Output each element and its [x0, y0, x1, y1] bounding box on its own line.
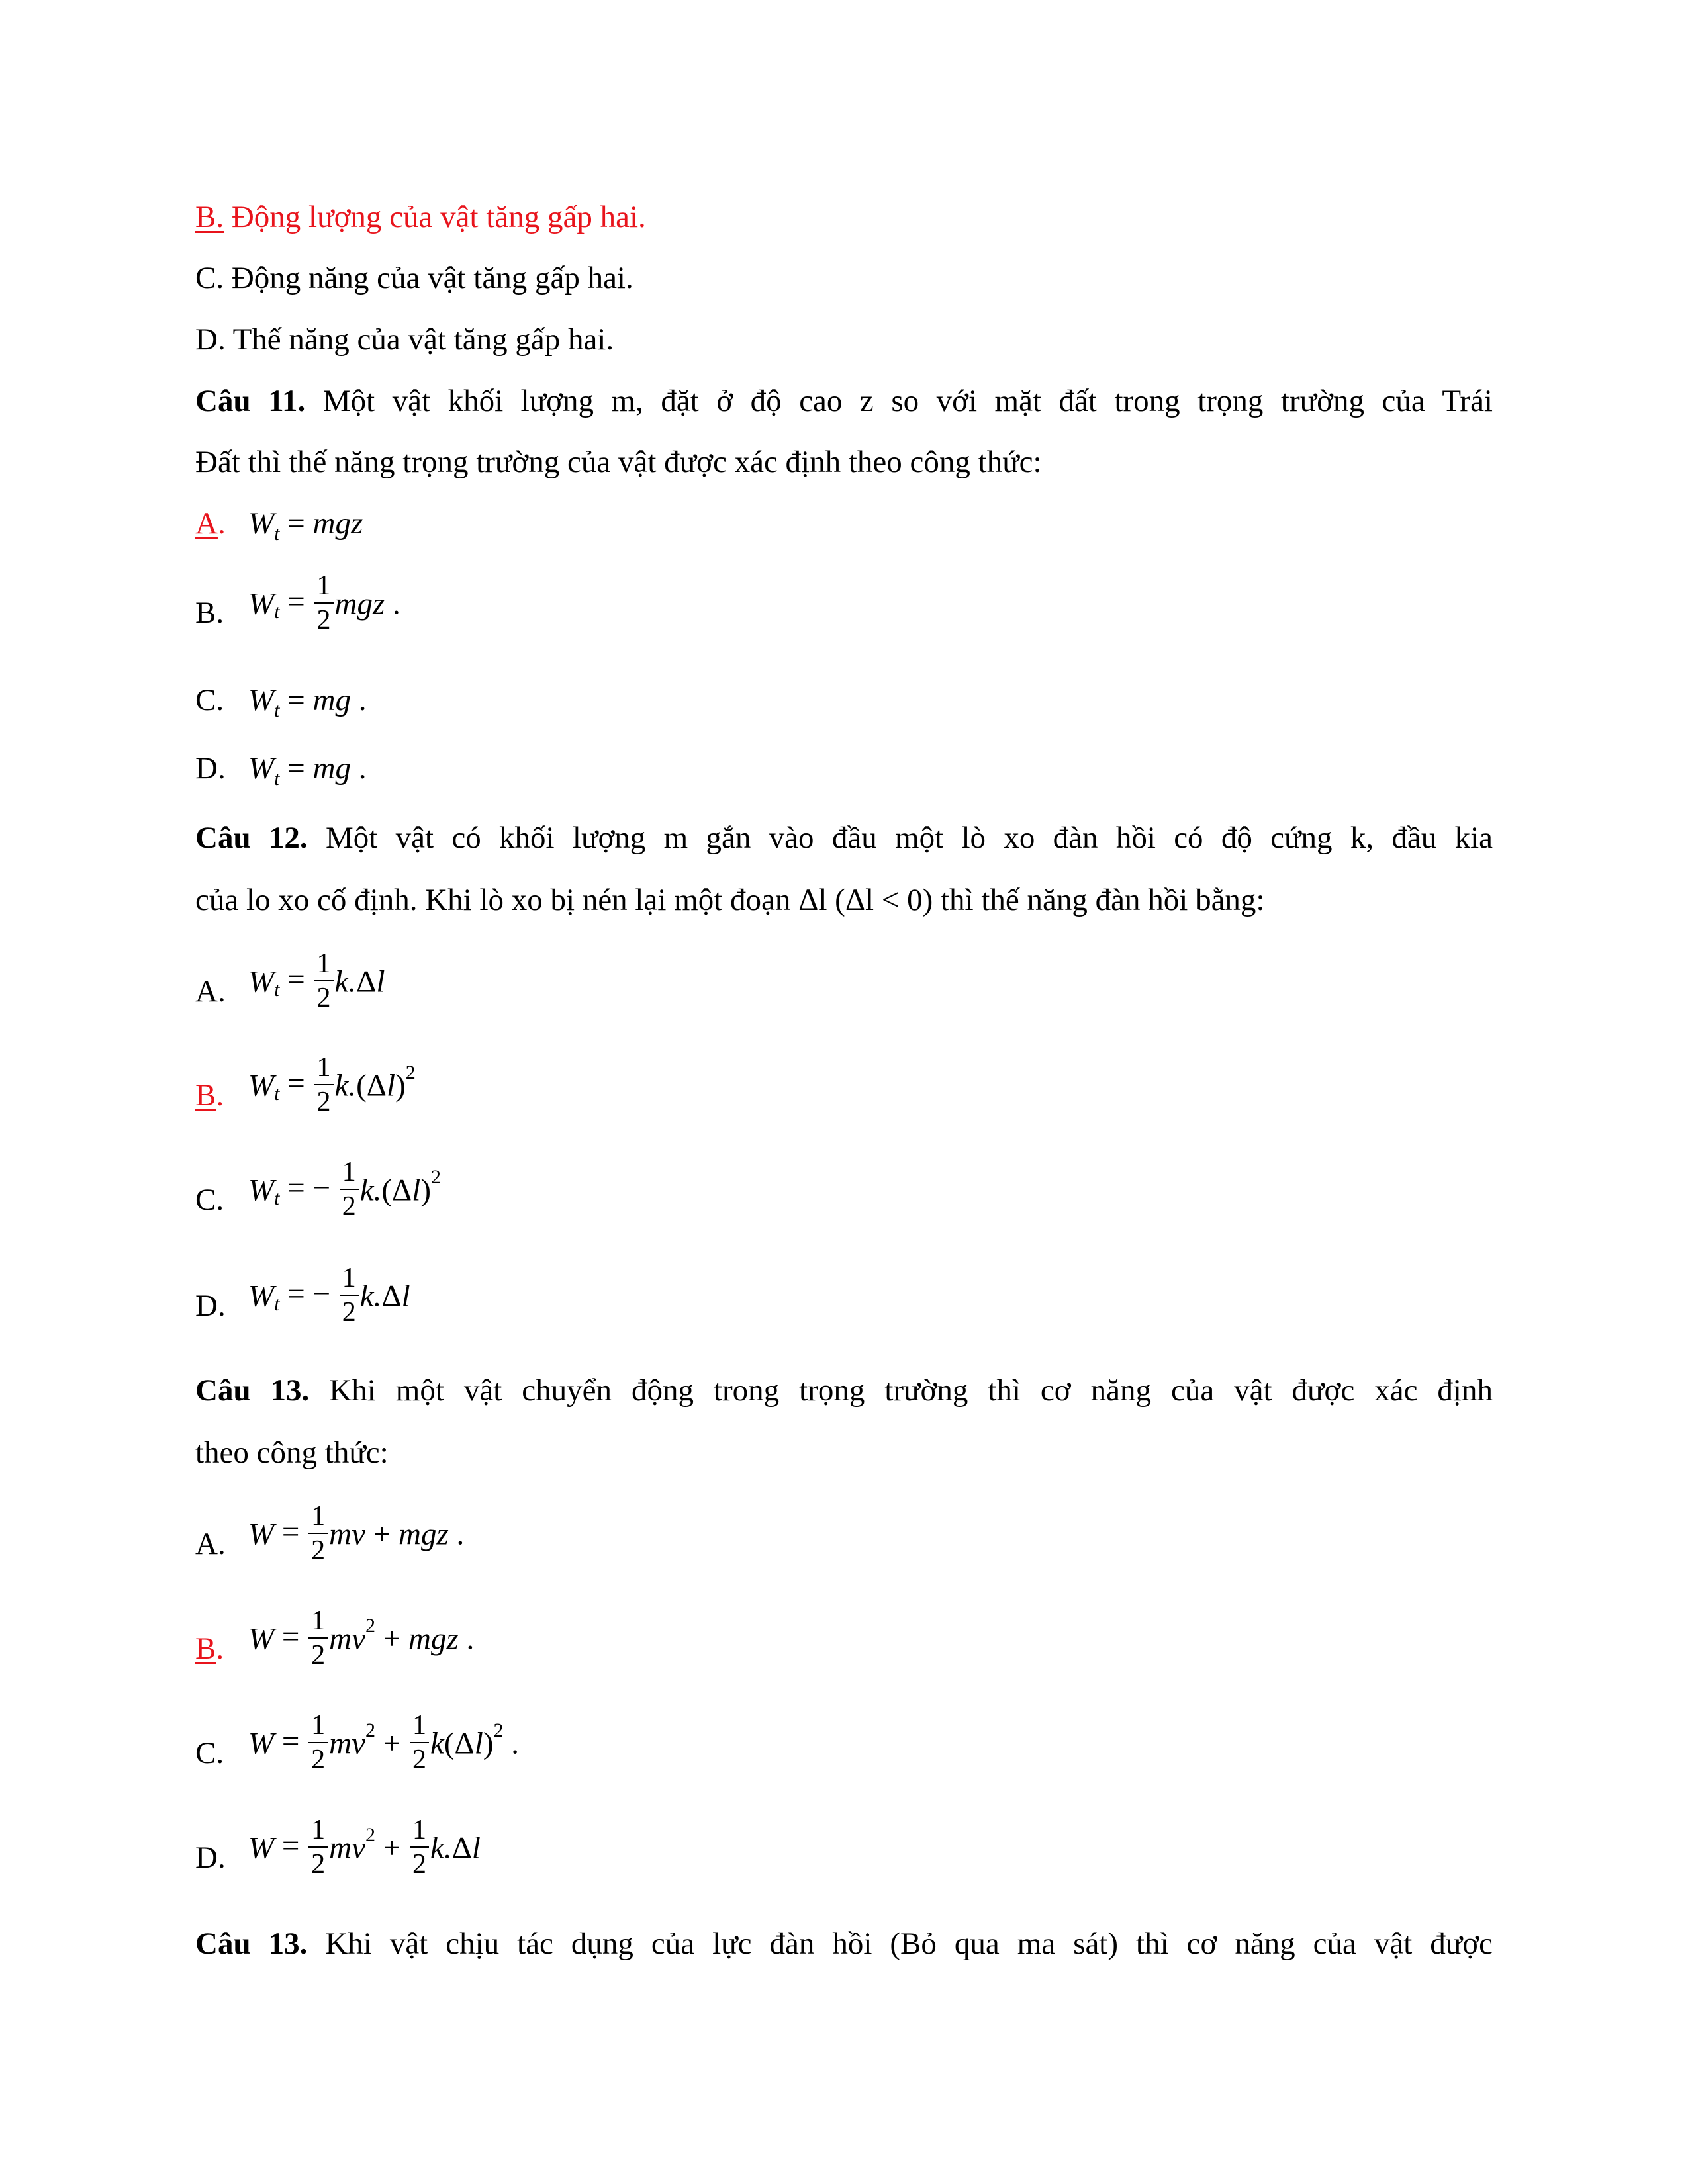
q13a-stem-line1: Câu 13. Khi một vật chuyển động trong trọng trường thì cơ năng của vật được xác định	[195, 1373, 1493, 1408]
q10-option-b	[195, 202, 646, 233]
fraction-one-half: $\frac{1}{2}$	[314, 572, 334, 634]
fraction-one-half: $\frac{1}{2}$	[308, 1502, 328, 1565]
q12-option-d: D.	[195, 1289, 226, 1323]
q12-stem-line2: của lo xo cố định. Khi lò xo bị nén lại một đoạn Δl (Δl < 0) thì thế năng đàn hồi bằng:	[195, 883, 1265, 917]
q13a-stem-line2: theo công thức:	[195, 1435, 389, 1470]
q11-option-d-formula: $W_t$ = mg .	[248, 751, 367, 790]
q12-option-a-formula: $W_t$ = $\frac{1}{2}$ k.Δl	[248, 948, 385, 1013]
q13b-number: Câu 13.	[195, 1927, 308, 1961]
q11-option-d: D.	[195, 751, 226, 786]
q12-option-b-formula: $W_t$ = $\frac{1}{2}$ $k.(\Delta l)^2$	[248, 1052, 416, 1117]
q13a-option-d-formula: W = $\frac{1}{2}$ $mv^2$ + $\frac{1}{2}$ k.Δl	[248, 1815, 481, 1880]
q13a-option-d: D.	[195, 1841, 226, 1875]
q11-option-c-formula: $W_t$ = mg .	[248, 683, 367, 721]
q12-option-b: B.	[195, 1078, 224, 1113]
q11-option-c: C.	[195, 683, 224, 717]
fraction-one-half: $\frac{1}{2}$	[340, 1264, 359, 1326]
fraction-one-half: $\frac{1}{2}$	[308, 1711, 328, 1774]
q11-option-b: B.	[195, 596, 224, 630]
q11-option-a-formula: $W_t$ = mgz	[248, 506, 363, 545]
q13a-number: Câu 13.	[195, 1373, 310, 1408]
q13a-option-b-formula: W = $\frac{1}{2}$ $mv^2$ + mgz .	[248, 1606, 475, 1670]
fraction-one-half: $\frac{1}{2}$	[410, 1711, 429, 1774]
fraction-one-half: $\frac{1}{2}$	[308, 1607, 328, 1669]
fraction-one-half: $\frac{1}{2}$	[314, 1054, 334, 1116]
q10-option-c: C. Động năng của vật tăng gấp hai.	[195, 261, 633, 295]
q10-option-b-text: Động lượng của vật tăng gấp hai.	[224, 200, 646, 234]
q13a-option-c-formula: W = $\frac{1}{2}$ $mv^2$ + $\frac{1}{2}$ $k(\Delta l)^2$ .	[248, 1710, 519, 1775]
q13a-option-b: B.	[195, 1631, 224, 1666]
q12-option-c: C.	[195, 1183, 224, 1217]
q12-number: Câu 12.	[195, 821, 308, 855]
q11-option-a: A.	[195, 506, 226, 541]
q11-stem-line1: Câu 11. Một vật khối lượng m, đặt ở độ cao z so với mặt đất trong trọng trường của Trái	[195, 384, 1493, 418]
q13b-stem-line1: Câu 13. Khi vật chịu tác dụng của lực đàn hồi (Bỏ qua ma sát) thì cơ năng của vật được	[195, 1927, 1493, 1961]
q13a-option-c: C.	[195, 1736, 224, 1770]
q12-option-a: A.	[195, 974, 226, 1009]
q12-option-c-formula: $W_t$ = − $\frac{1}{2}$ $k.(\Delta l)^2$	[248, 1157, 441, 1222]
fraction-one-half: $\frac{1}{2}$	[340, 1158, 359, 1220]
fraction-one-half: $\frac{1}{2}$	[308, 1816, 328, 1878]
q11-number: Câu 11.	[195, 384, 306, 418]
q12-stem-line1: Câu 12. Một vật có khối lượng m gắn vào đầu một lò xo đàn hồi có độ cứng k, đầu kia	[195, 821, 1493, 855]
q13a-option-a-formula: W = $\frac{1}{2}$ mv + mgz .	[248, 1501, 465, 1566]
fraction-one-half: $\frac{1}{2}$	[314, 950, 334, 1012]
q10-option-b-label: B.	[195, 200, 224, 234]
fraction-one-half: $\frac{1}{2}$	[410, 1816, 429, 1878]
q11-stem-line2: Đất thì thế năng trọng trường của vật được xác định theo công thức:	[195, 445, 1042, 479]
q13a-option-a: A.	[195, 1527, 226, 1561]
q10-option-d: D. Thế năng của vật tăng gấp hai.	[195, 322, 614, 357]
q11-option-b-formula: $W_t$ = $\frac{1}{2}$ mgz .	[248, 570, 400, 635]
q12-option-d-formula: $W_t$ = − $\frac{1}{2}$ k.Δl	[248, 1263, 410, 1328]
